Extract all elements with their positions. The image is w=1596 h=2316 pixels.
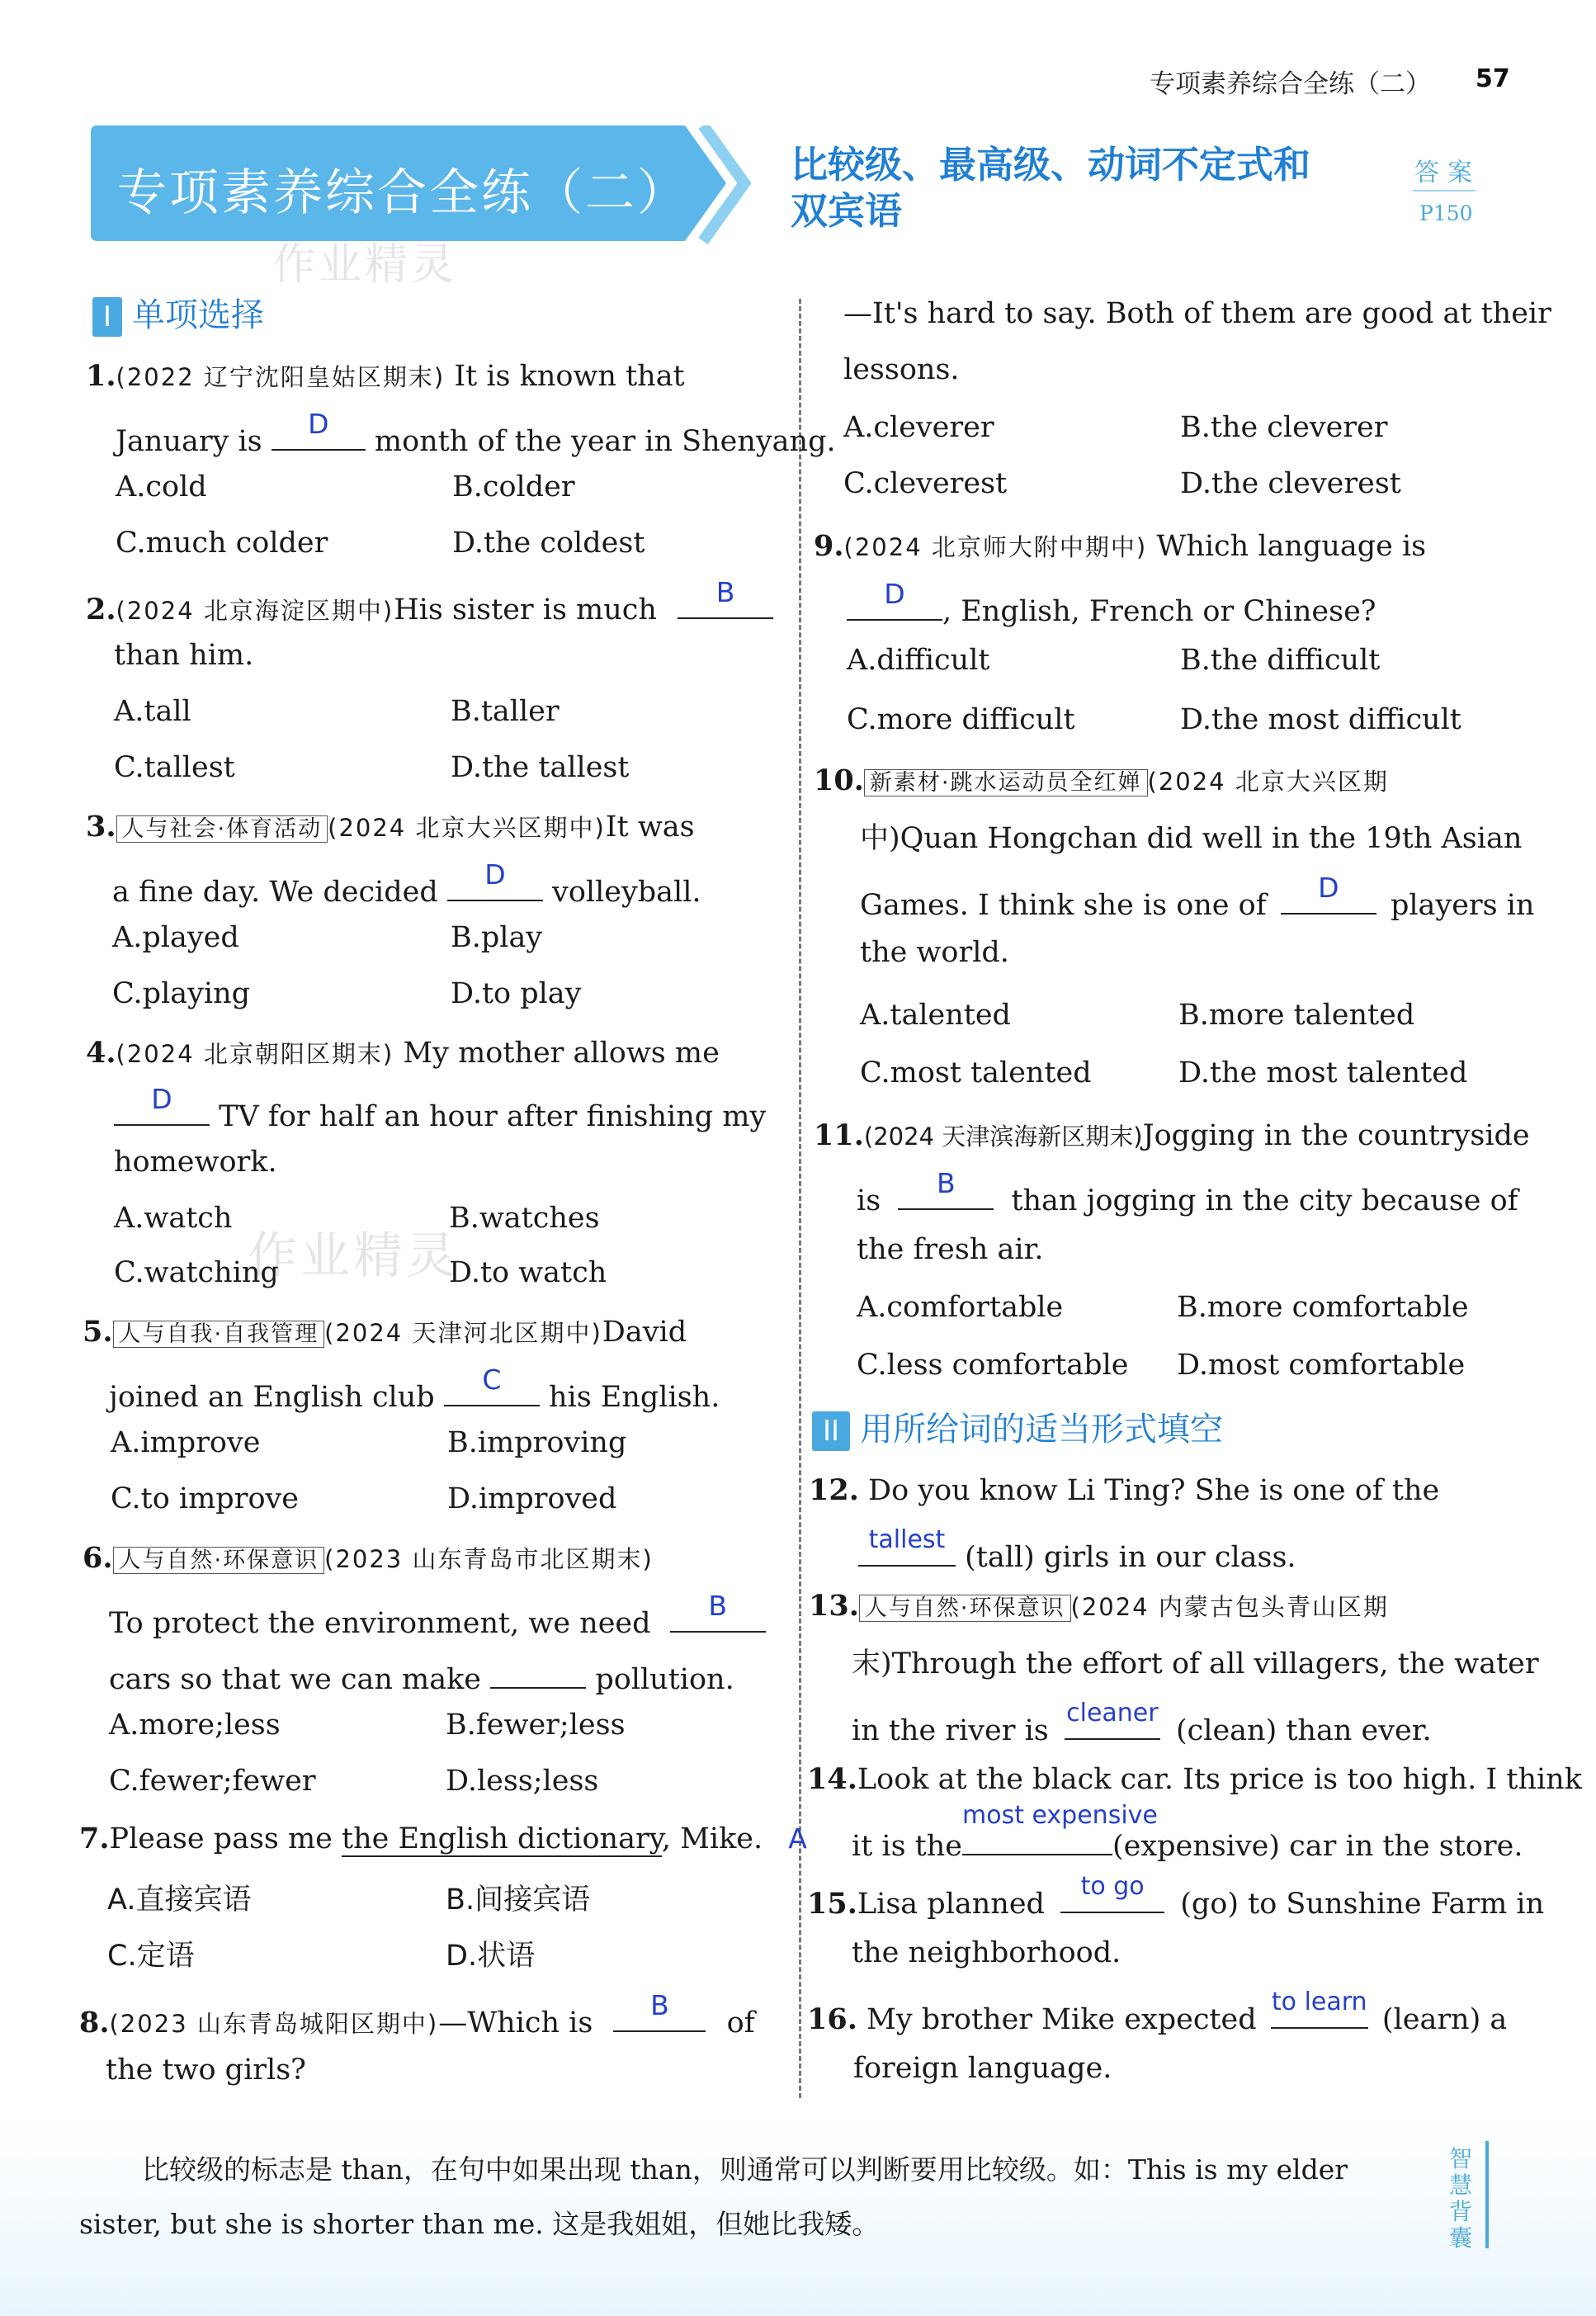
q3-option-a[interactable]: A.played — [112, 921, 239, 954]
q3-option-b[interactable]: B.play — [451, 921, 543, 954]
q6-text2a: cars so that we can make — [109, 1663, 482, 1696]
q1-blank[interactable] — [272, 408, 366, 451]
q8-line4: lessons. — [843, 353, 960, 386]
side-tab: 智慧背囊 — [1448, 2145, 1472, 2252]
q8-source: (2023 山东青岛城阳区期中) — [109, 2010, 439, 2038]
q6-tag: 人与自然·环保意识 — [113, 1547, 325, 1574]
q10-source: (2024 北京大兴区期 — [1147, 768, 1389, 796]
q4-option-c[interactable]: C.watching — [114, 1256, 279, 1289]
q5-blank[interactable] — [444, 1364, 540, 1406]
q7-option-d[interactable]: D.状语 — [446, 1940, 536, 1973]
q11-line3: the fresh air. — [857, 1233, 1044, 1266]
q9-line1 — [814, 530, 1426, 564]
q11-text2b: than jogging in the city because of — [1011, 1184, 1518, 1217]
q8-option-d[interactable]: D.the cleverest — [1180, 467, 1401, 500]
subtitle-line2: 双宾语 — [791, 189, 903, 233]
q13-text2a: in the river is — [852, 1714, 1049, 1747]
q10-line4: the world. — [860, 936, 1009, 969]
q13-blank[interactable] — [1065, 1699, 1160, 1740]
q14-blank[interactable] — [961, 1801, 1158, 1855]
q10-num: 10. — [814, 763, 864, 797]
watermark: 作业精灵 — [272, 240, 458, 290]
q9-num: 9. — [814, 529, 844, 563]
q8-line2: the two girls? — [106, 2054, 306, 2087]
q16-answer: to learn — [1271, 1988, 1367, 2016]
q1-option-c[interactable]: C.much colder — [116, 527, 328, 560]
q9-option-a[interactable]: A.difficult — [847, 644, 990, 677]
q14-line2 — [852, 1801, 1523, 1863]
q12-text1: Do you know Li Ting? She is one of the — [868, 1474, 1440, 1507]
q4-line3: homework. — [114, 1146, 277, 1179]
q1-source: (2022 辽宁沈阳皇姑区期末) — [116, 363, 446, 391]
q3-option-d[interactable]: D.to play — [451, 977, 582, 1010]
q13-line1 — [809, 1590, 1389, 1625]
q16-line2: foreign language. — [853, 2052, 1112, 2085]
q9-text2: , English, French or Chinese? — [942, 595, 1376, 628]
q11-source: (2024 天津滨海新区期末) — [863, 1123, 1143, 1151]
q5-text1: David — [602, 1316, 687, 1349]
section-1-heading — [92, 289, 264, 337]
q3-line2 — [112, 858, 701, 909]
q4-option-d[interactable]: D.to watch — [449, 1256, 607, 1289]
q2-source: (2024 北京海淀区期中) — [116, 597, 394, 625]
q5-tag: 人与自我·自我管理 — [113, 1321, 325, 1348]
q11-answer: B — [936, 1167, 956, 1199]
q13-text2b: (clean) than ever. — [1176, 1714, 1432, 1747]
q3-line1 — [86, 811, 695, 846]
q5-text2b: his English. — [548, 1381, 720, 1414]
q1-option-b[interactable]: B.colder — [452, 470, 575, 503]
q6-answer: B — [708, 1590, 727, 1622]
q10-option-c[interactable]: C.most talented — [860, 1056, 1092, 1089]
q13-source: (2024 内蒙古包头青山区期 — [1070, 1593, 1389, 1621]
q4-line2 — [114, 1083, 767, 1133]
q6-source: (2023 山东青岛市北区期末) — [324, 1545, 654, 1573]
q4-source: (2024 北京朝阳区期末) — [116, 1040, 394, 1068]
subtitle-line1: 比较级、最高级、动词不定式和 — [791, 143, 1311, 187]
q13-line3 — [852, 1699, 1432, 1747]
q5-option-d[interactable]: D.improved — [447, 1482, 617, 1515]
q1-line2 — [116, 408, 836, 458]
q6-line3 — [109, 1654, 734, 1696]
q8-text1b: of — [726, 2006, 755, 2039]
q13-line2: 末)Through the effort of all villagers, the water — [852, 1647, 1539, 1680]
running-header: 专项素养综合全练（二） — [1150, 69, 1431, 99]
q6-text2b: pollution. — [595, 1663, 734, 1696]
q14-text2b: (expensive) car in the store. — [1112, 1830, 1523, 1863]
q7-text1: Please pass me — [109, 1822, 333, 1855]
q15-num: 15. — [807, 1887, 857, 1921]
banner-title: 专项素养综合全练（二） — [117, 164, 689, 222]
q10-answer: D — [1318, 872, 1339, 904]
q14-line1 — [807, 1763, 1582, 1796]
q14-text1: Look at the black car. Its price is too high. I think — [857, 1763, 1582, 1796]
q7-text1b: , Mike. — [661, 1822, 763, 1855]
q10-option-b[interactable]: B.more talented — [1178, 999, 1415, 1032]
q4-option-b[interactable]: B.watches — [449, 1202, 600, 1235]
q3-tag: 人与社会·体育活动 — [116, 815, 328, 843]
q3-num: 3. — [86, 810, 116, 844]
q1-option-d[interactable]: D.the coldest — [452, 527, 645, 560]
answer-label: 答案 — [1414, 158, 1480, 187]
q5-num: 5. — [83, 1315, 113, 1349]
answer-rule — [1413, 190, 1476, 191]
section-2-heading — [812, 1403, 1223, 1451]
q2-line2: than him. — [114, 639, 254, 672]
q14-text2a: it is the — [852, 1830, 962, 1863]
q8-option-b[interactable]: B.the cleverer — [1180, 411, 1388, 444]
q11-num: 11. — [814, 1118, 864, 1152]
q1-text2b: month of the year in Shenyang. — [374, 425, 836, 458]
q6-line2 — [109, 1590, 766, 1640]
q6-option-d[interactable]: D.less;less — [446, 1765, 599, 1798]
section-2-num: II — [812, 1411, 850, 1451]
q12-answer: tallest — [868, 1525, 946, 1554]
q5-line2 — [109, 1364, 720, 1414]
q11-option-c[interactable]: C.less comfortable — [857, 1349, 1129, 1382]
q6-line1 — [83, 1542, 654, 1577]
q4-answer: D — [151, 1083, 172, 1115]
q12-num: 12. — [809, 1473, 859, 1507]
q15-line2: the neighborhood. — [852, 1936, 1121, 1969]
q3-answer: D — [484, 858, 506, 891]
q7-line1 — [79, 1822, 807, 1855]
q6-option-c[interactable]: C.fewer;fewer — [109, 1765, 316, 1798]
q10-option-d[interactable]: D.the most talented — [1178, 1056, 1468, 1089]
q4-blank[interactable] — [114, 1083, 210, 1126]
q7-option-c[interactable]: C.定语 — [107, 1940, 195, 1973]
q14-num: 14. — [807, 1762, 857, 1796]
q4-option-a[interactable]: A.watch — [114, 1202, 233, 1235]
q5-option-c[interactable]: C.to improve — [111, 1482, 299, 1515]
q8-blank[interactable] — [613, 1989, 706, 2032]
q9-option-b[interactable]: B.the difficult — [1180, 644, 1381, 677]
q10-line1 — [814, 764, 1389, 800]
q5-answer: C — [482, 1364, 502, 1396]
q11-option-d[interactable]: D.most comfortable — [1177, 1349, 1466, 1382]
q6-blank2[interactable] — [490, 1654, 586, 1689]
q13-tag: 人与自然·环保意识 — [859, 1595, 1071, 1622]
q12-blank[interactable] — [858, 1525, 956, 1567]
q4-line1 — [86, 1037, 720, 1071]
q4-num: 4. — [86, 1036, 116, 1070]
section-2-title: 用所给词的适当形式填空 — [860, 1411, 1223, 1449]
q15-answer: to go — [1080, 1872, 1145, 1901]
q14-answer: most expensive — [961, 1801, 1158, 1830]
q3-source: (2024 北京大兴区期中) — [328, 814, 606, 842]
q3-text1: It was — [605, 811, 695, 844]
q9-blank[interactable] — [847, 578, 942, 621]
q13-answer: cleaner — [1066, 1699, 1159, 1728]
q6-blank1[interactable] — [670, 1590, 766, 1633]
q11-line1 — [814, 1119, 1530, 1153]
q13-num: 13. — [809, 1589, 859, 1623]
q8-line3: —It's hard to say. Both of them are good at their — [843, 297, 1551, 330]
q12-line2 — [858, 1525, 1296, 1574]
q6-num: 6. — [83, 1541, 113, 1575]
watermark-2: 作业精灵 — [248, 1227, 459, 1285]
q5-line1 — [83, 1316, 687, 1351]
q8-text1: —Which is — [438, 2006, 593, 2039]
q16-blank[interactable] — [1271, 1988, 1368, 2029]
q15-text1b: (go) to Sunshine Farm in — [1180, 1888, 1545, 1921]
q7-option-b[interactable]: B.间接宾语 — [446, 1884, 591, 1917]
side-tab-rule — [1485, 2141, 1489, 2248]
q12-line1 — [809, 1474, 1439, 1507]
q11-text2a: is — [857, 1184, 881, 1217]
q5-source: (2024 天津河北区期中) — [324, 1319, 602, 1347]
q10-blank[interactable] — [1281, 872, 1376, 915]
q9-option-c[interactable]: C.more difficult — [847, 703, 1075, 736]
q1-option-a[interactable]: A.cold — [116, 470, 207, 503]
q11-line2 — [857, 1167, 1518, 1217]
q1-answer: D — [308, 408, 329, 440]
q8-num: 8. — [79, 2006, 110, 2039]
q1-num: 1. — [86, 359, 116, 393]
q3-text2b: volleyball. — [552, 876, 701, 909]
q12-text2: (tall) girls in our class. — [965, 1541, 1296, 1574]
q6-option-b[interactable]: B.fewer;less — [446, 1709, 626, 1742]
q2-blank[interactable] — [678, 576, 773, 619]
q4-text1: My mother allows me — [403, 1037, 720, 1070]
q16-line1 — [807, 1988, 1508, 2036]
q2-line1 — [86, 576, 773, 627]
q6-text1: To protect the environment, we need — [109, 1607, 651, 1640]
q9-answer: D — [884, 578, 905, 610]
q16-text1a: My brother Mike expected — [866, 2003, 1257, 2036]
q9-option-d[interactable]: D.the most difficult — [1180, 703, 1461, 736]
q3-text2a: a fine day. We decided — [112, 876, 438, 909]
q11-option-a[interactable]: A.comfortable — [857, 1291, 1064, 1324]
title-banner — [91, 125, 718, 241]
q9-source: (2024 北京师大附中期中) — [843, 533, 1148, 561]
q3-blank[interactable] — [447, 858, 543, 901]
section-1-num: I — [92, 297, 122, 337]
q8-answer: B — [650, 1989, 669, 2021]
note-line1: 比较级的标志是 than，在句中如果出现 than，则通常可以判断要用比较级。如：This is my elder — [142, 2153, 1348, 2186]
q1-text1: It is known that — [454, 360, 685, 393]
q15-text1a: Lisa planned — [857, 1888, 1045, 1921]
section-1-title: 单项选择 — [132, 296, 264, 334]
q2-option-c[interactable]: C.tallest — [114, 751, 235, 784]
q10-text2b: players in — [1390, 889, 1535, 922]
q16-num: 16. — [807, 2002, 857, 2036]
q2-option-b[interactable]: B.taller — [451, 695, 560, 728]
q16-text1b: (learn) a — [1381, 2003, 1508, 2036]
q2-answer: B — [715, 576, 735, 608]
answer-page: P150 — [1419, 201, 1473, 225]
q15-line1 — [807, 1872, 1545, 1921]
q10-line2: 中)Quan Hongchan did well in the 19th Asian — [860, 822, 1523, 855]
q5-option-b[interactable]: B.improving — [447, 1426, 627, 1459]
q5-option-a[interactable]: A.improve — [111, 1426, 261, 1459]
q8-line1 — [79, 1989, 755, 2040]
q1-text2a: January is — [116, 425, 262, 458]
page-number: 57 — [1476, 64, 1510, 93]
q10-line3 — [860, 872, 1535, 922]
q15-blank[interactable] — [1060, 1872, 1164, 1913]
q9-line2 — [847, 578, 1376, 628]
q7-num: 7. — [79, 1822, 110, 1855]
q1-line1 — [86, 360, 685, 394]
q2-num: 2. — [86, 593, 116, 626]
q10-option-a[interactable]: A.talented — [860, 999, 1011, 1032]
q2-option-a[interactable]: A.tall — [114, 695, 191, 728]
q11-option-b[interactable]: B.more comfortable — [1177, 1291, 1469, 1324]
q9-text1: Which language is — [1156, 530, 1427, 563]
q5-text2a: joined an English club — [109, 1381, 435, 1414]
q8-option-a[interactable]: A.cleverer — [843, 411, 994, 444]
q10-text2a: Games. I think she is one of — [860, 889, 1267, 922]
q2-option-d[interactable]: D.the tallest — [451, 751, 630, 784]
q7-option-a[interactable]: A.直接宾语 — [107, 1884, 252, 1917]
q2-text1: His sister is much — [394, 593, 657, 626]
q6-option-a[interactable]: A.more;less — [109, 1709, 281, 1742]
q11-text1: Jogging in the countryside — [1142, 1119, 1530, 1152]
q7-underlined: the English dictionary — [342, 1822, 662, 1855]
q11-blank[interactable] — [898, 1167, 994, 1210]
q8-option-c[interactable]: C.cleverest — [843, 467, 1008, 500]
q4-text2: TV for half an hour after finishing my — [219, 1100, 767, 1133]
q10-tag: 新素材·跳水运动员全红婵 — [864, 769, 1148, 796]
q3-option-c[interactable]: C.playing — [112, 977, 251, 1010]
note-line2: sister, but she is shorter than me. 这是我姐姐，但她比我矮。 — [79, 2208, 880, 2240]
q7-answer: A — [788, 1822, 807, 1855]
